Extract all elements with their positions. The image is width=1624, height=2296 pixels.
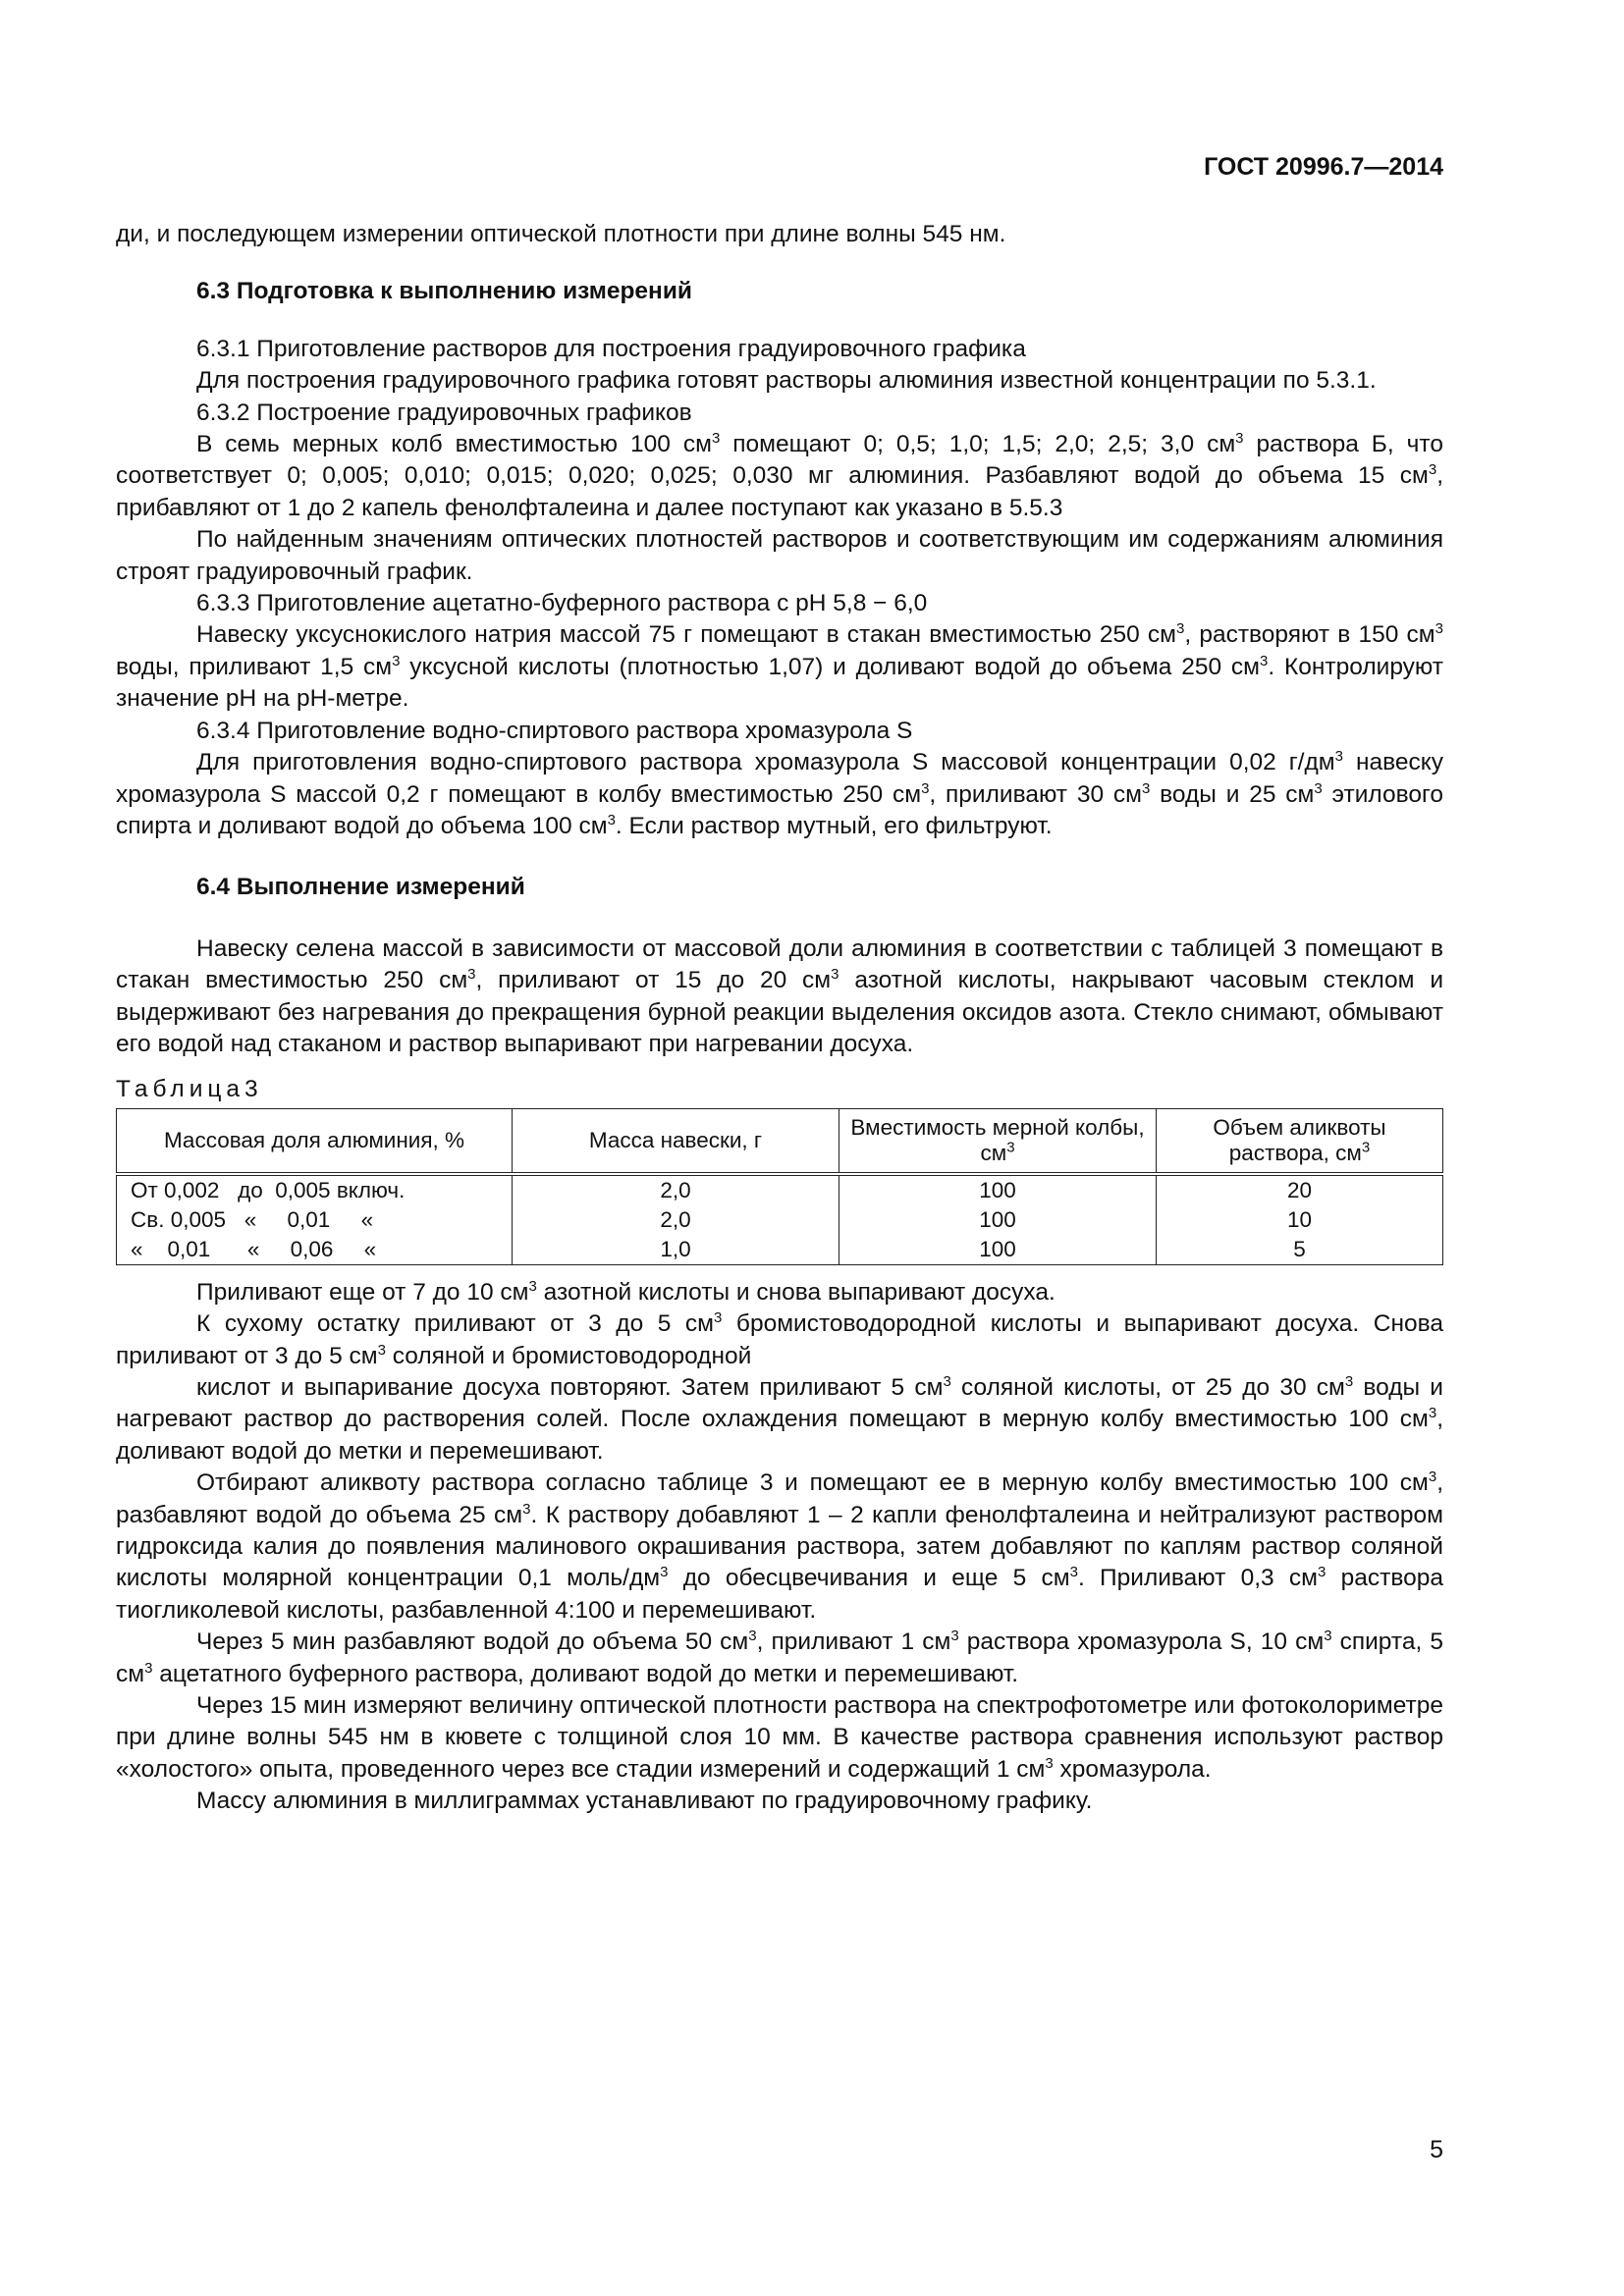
table-cell: 5 [1157,1235,1443,1265]
table-cell: 2,0 [513,1174,839,1205]
table-caption: Таблица3 [116,1076,263,1103]
table-cell: 1,0 [513,1235,839,1265]
subsection-6-3-4-title: 6.3.4 Приготовление водно-спиртового раствора хромазурола S [196,717,913,744]
section-6-4-title: 6.4 Выполнение измерений [196,874,525,901]
table-cell: 100 [839,1174,1157,1205]
after-paragraph-7: Массу алюминия в миллиграммах устанавливают по градуировочному графику. [196,1788,1093,1815]
subsection-6-3-2-title: 6.3.2 Построение градуировочных графиков [196,399,692,426]
after-paragraph-6: Через 15 мин измеряют величину оптической плотности раствора на спектрофотометре или фотоколориметре при длине волны 545 нм в кювете с толщиной слоя 10 мм. В качестве раствора сравнения используют раствор «холостого» опыта, проведенного через все стадии измерений и содержащий 1 $см^3$ хромазурола. [116,1692,1443,1783]
table-cell: 2,0 [513,1205,839,1235]
table-row [117,1235,1443,1265]
table-header-cell: Вместимость мерной колбы, $см^3$ [839,1108,1157,1174]
table-cell: 20 [1157,1174,1443,1205]
table-cell: От 0,002 до 0,005 включ. [117,1174,513,1205]
section-6-4-text: Навеску селена массой в зависимости от массовой доли алюминия в соответствии с таблицей 3 помещают в стакан вместимостью 250 $см^3$, приливают от 15 до 20 $см^3$ азотной кислоты, накрывают часовым стеклом и выдерживают без нагревания до прекращения бурной реакции выделения оксидов азота. Стекло снимают, обмывают его водой над стаканом и раствор выпаривают при нагревании досуха. [116,934,1444,1057]
subsection-6-3-2-note: По найденным значениям оптических плотностей растворов и соответствующим им содержаниям алюминия строят градуировочный график. [116,526,1443,585]
document-body [116,219,1443,1818]
table-cell: 100 [839,1205,1157,1235]
after-paragraph-5: Через 5 мин разбавляют водой до объема 50 $см^3$, приливают 1 $см^3$ раствора хромазурола S, 10 $см^3$ спирта, 5 $см^3$ ацетатного буферного раствора, доливают водой до метки и перемешивают. [116,1628,1443,1687]
table-cell: 10 [1157,1205,1443,1235]
after-paragraph-4: Отбирают аликвоту раствора согласно таблице 3 и помещают ее в мерную колбу вместимостью 100 $см^3$, разбавляют водой до объема 25 $см^3$. К раствору добавляют 1 – 2 капли фенолфталеина и нейтрализуют раствором гидроксида калия до появления малинового окрашивания раствора, затем добавляют по каплям раствор соляной кислоты молярной концентрации 0,1 моль/$дм^3$ до обесцвечивания и еще 5 $см^3$. Приливают 0,3 $см^3$ раствора тиогликолевой кислоты, разбавленной 4:100 и перемешивают. [116,1468,1444,1624]
table-header-cell: Масса навески, г [513,1108,839,1174]
subsection-6-3-1-text: Для построения градуировочного графика готовят растворы алюминия известной концентрации по 5.3.1. [196,367,1377,395]
after-paragraph-1: Приливают еще от 7 до 10 $см^3$ азотной кислоты и снова выпаривают досуха. [196,1277,1056,1306]
table-header-cell: Массовая доля алюминия, % [117,1108,513,1174]
subsection-6-3-3-text: Навеску уксуснокислого натрия массой 75 г помещают в стакан вместимостью 250 $см^3$, растворяют в 150 $см^3$ воды, приливают 1,5 $см^3$ уксусной кислоты (плотностью 1,07) и доливают водой до объема 250 $см^3$. Контролируют значение рН на рН-метре. [116,620,1443,713]
subsection-6-3-4-text: Для приготовления водно-спиртового раствора хромазурола S массовой концентрации 0,02 $г/дм^3$ навеску хромазурола S массой 0,2 г помещают в колбу вместимостью 250 $см^3$, приливают 30 $см^3$ воды и 25 $см^3$ этилового спирта и доливают водой до объема 100 $см^3$. Если раствор мутный, его фильтруют. [116,747,1444,839]
document-header: ГОСТ 20996.7—2014 [1204,153,1443,181]
after-paragraph-3: кислот и выпаривание досуха повторяют. Затем приливают 5 $см^3$ соляной кислоты, от 25 до 30 $см^3$ воды и нагревают раствор до растворения солей. После охлаждения помещают в мерную колбу вместимостью 100 $см^3$, доливают водой до метки и перемешивают. [116,1372,1443,1465]
section-6-3-title: 6.3 Подготовка к выполнению измерений [196,278,692,305]
table-header-cell: Объем аликвоты раствора, $см^3$ [1157,1108,1443,1174]
intro-paragraph: ди, и последующем измерении оптической плотности при длине волны 545 нм. [116,221,1006,247]
page-number: 5 [1430,2136,1443,2163]
data-table [116,1108,1443,1265]
subsection-6-3-2-text: В семь мерных колб вместимостью 100 $см^3$ помещают 0; 0,5; 1,0; 1,5; 2,0; 2,5; 3,0 $см^3$ раствора Б, что соответствует 0; 0,005; 0,010; 0,015; 0,020; 0,025; 0,030 мг алюминия. Разбавляют водой до объема 15 $см^3$, прибавляют от 1 до 2 капель фенолфталеина и далее поступают как указано в 5.5.3 [116,429,1443,521]
table-cell: Св. 0,005 « 0,01 « [117,1205,513,1235]
table-row [117,1205,1443,1235]
after-paragraph-2: К сухому остатку приливают от 3 до 5 $см^3$ бромистоводородной кислоты и выпаривают досуха. Снова приливают от 3 до 5 $см^3$ соляной и бромистоводородной [116,1309,1443,1369]
table-cell: 100 [839,1235,1157,1265]
table-cell: « 0,01 « 0,06 « [117,1235,513,1265]
subsection-6-3-1-title: 6.3.1 Приготовление растворов для построения градуировочного графика [196,335,1026,362]
table-row [117,1174,1443,1205]
table-header-row [117,1108,1443,1174]
subsection-6-3-3-title: 6.3.3 Приготовление ацетатно-буферного раствора с рН 5,8 − 6,0 [196,590,928,617]
